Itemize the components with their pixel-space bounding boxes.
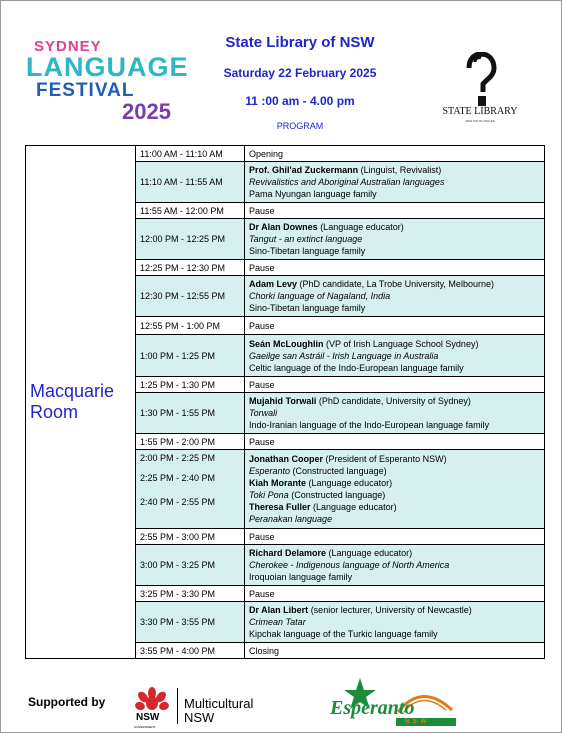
talk-topic: Toki Pona [249, 490, 289, 500]
event-time: 11 :00 am - 4.00 pm [245, 94, 355, 108]
event-label: Pause [249, 588, 275, 599]
talk-topic: Crimean Tatar [249, 617, 306, 627]
event-label: Pause [249, 531, 275, 542]
time-label: 3:30 PM - 3:55 PM [140, 617, 216, 627]
nsw-gov-text: GOVERNMENT [134, 725, 156, 729]
logo-language: LANGUAGE [26, 52, 189, 82]
talk-topic-tail: (Constructed language) [288, 490, 386, 500]
talk-topic: Cherokee - Indigenous language of North America [249, 560, 450, 570]
speaker-name: Mujahid Torwali [249, 396, 317, 406]
language-family: Kipchak language of the Turkic language family [249, 629, 438, 639]
event-cell [245, 602, 545, 643]
talk-topic: Torwali [249, 408, 278, 418]
event-cell [245, 162, 545, 203]
speaker-block [249, 477, 540, 501]
time-cell [136, 434, 245, 450]
room-line-2: Room [30, 402, 79, 422]
speaker-role: (Language educator) [310, 502, 397, 512]
speaker-role: (Language educator) [317, 222, 404, 232]
program-schedule [25, 145, 545, 659]
time-cell [136, 203, 245, 219]
event-cell [245, 317, 545, 335]
speaker-role: (PhD candidate, La Trobe University, Melbourne) [297, 279, 494, 289]
event-label: Pause [249, 379, 275, 390]
event-cell [245, 260, 545, 276]
talk-topic: Tangut - an extinct language [249, 234, 363, 244]
speaker-role: (Linguist, Revivalist) [358, 165, 442, 175]
time-label: 11:55 AM - 12:00 PM [140, 205, 224, 216]
talk-topic: Peranakan language [249, 514, 333, 524]
speaker-name: Dr Alan Downes [249, 222, 318, 232]
schedule-row [26, 146, 545, 162]
speaker-name: Jonathan Cooper [249, 454, 324, 464]
time-cell [136, 545, 245, 586]
language-family: Sino-Tibetan language family [249, 303, 366, 313]
language-family: Sino-Tibetan language family [249, 246, 366, 256]
logo-festival: FESTIVAL [36, 80, 135, 101]
event-label: Closing [249, 645, 280, 656]
speaker-name: Adam Levy [249, 279, 298, 289]
time-label: 3:55 PM - 4:00 PM [140, 645, 216, 656]
time-label: 2:55 PM - 3:00 PM [140, 531, 216, 542]
speaker-role: (President of Esperanto NSW) [323, 454, 447, 464]
talk-topic: Chorki language of Nagaland, India [249, 291, 391, 301]
speaker-block [249, 501, 540, 525]
time-label: 12:25 PM - 12:30 PM [140, 262, 226, 273]
logo-year: 2025 [122, 99, 171, 124]
language-family: Iroquoian language family [249, 572, 353, 582]
talk-topic: Esperanto [249, 466, 291, 476]
state-library-name: STATE LIBRARY [442, 106, 518, 117]
esperanto-text: Esperanto [330, 697, 415, 719]
time-cell [136, 450, 245, 529]
speaker-role: (senior lecturer, University of Newcastle) [308, 605, 472, 615]
speaker-role: (VP of Irish Language School Sydney) [323, 338, 479, 349]
language-family: Indo-Iranian language of the Indo-European language family [249, 420, 490, 430]
time-cell [136, 529, 245, 545]
time-cell [136, 276, 245, 317]
talk-topic-tail: (Constructed language) [290, 466, 387, 476]
time-cell [136, 317, 245, 335]
program-label: PROGRAM [276, 121, 324, 131]
talk-topic: Gaeilge san Astráil - Irish Language in Australia [249, 350, 439, 361]
multicultural-text: Multicultural [184, 696, 254, 711]
time-label: 2:25 PM - 2:40 PM [140, 473, 216, 483]
event-cell [245, 377, 545, 393]
time-cell [136, 643, 245, 659]
state-library-sub: NEW SOUTH WALES [465, 119, 495, 123]
room-name [26, 146, 136, 659]
language-family: Celtic language of the Indo-European language family [249, 362, 464, 373]
question-mark-icon [461, 52, 499, 108]
time-label: 3:25 PM - 3:30 PM [140, 588, 216, 599]
time-label: 2:40 PM - 2:55 PM [140, 497, 216, 507]
time-label: 1:25 PM - 1:30 PM [140, 379, 216, 390]
event-cell [245, 146, 545, 162]
speaker-name: Richard Delamore [249, 548, 327, 558]
speaker-name: Kiah Morante [249, 478, 307, 488]
time-label: 2:00 PM - 2:25 PM [140, 453, 216, 463]
event-cell [245, 434, 545, 450]
time-cell [136, 146, 245, 162]
language-family: Pama Nyungan language family [249, 189, 377, 199]
speaker-name: Theresa Fuller [249, 502, 311, 512]
event-cell [245, 643, 545, 659]
time-label: 11:00 AM - 11:10 AM [140, 148, 223, 159]
festival-logo [22, 38, 189, 128]
speaker-name: Prof. Ghil'ad Zuckermann [249, 165, 359, 175]
time-cell [136, 162, 245, 203]
speaker-name: Dr Alan Libert [249, 605, 309, 615]
time-cell [136, 602, 245, 643]
event-cell [245, 586, 545, 602]
speaker-role: (Language educator) [306, 478, 393, 488]
time-label: 12:55 PM - 1:00 PM [140, 320, 221, 331]
footer-divider [177, 688, 178, 724]
time-label: 1:30 PM - 1:55 PM [140, 408, 216, 418]
time-cell [136, 393, 245, 434]
supported-by-label: Supported by [28, 695, 106, 709]
event-label: Pause [249, 262, 275, 273]
time-label: 1:55 PM - 2:00 PM [140, 436, 216, 447]
speaker-block [249, 453, 540, 477]
nsw-text: NSW [136, 712, 160, 723]
time-label: 12:30 PM - 12:55 PM [140, 291, 226, 301]
time-label: 1:00 PM - 1:25 PM [140, 350, 216, 361]
event-date: Saturday 22 February 2025 [223, 66, 377, 80]
event-label: Pause [249, 436, 275, 447]
time-label: 11:10 AM - 11:55 AM [140, 177, 223, 187]
multicultural-nsw-text: NSW [184, 710, 215, 725]
event-cell [245, 203, 545, 219]
event-cell [245, 529, 545, 545]
event-label: Pause [249, 320, 275, 331]
speaker-role: (PhD candidate, University of Sydney) [316, 396, 471, 406]
event-cell [245, 219, 545, 260]
venue-title: State Library of NSW [225, 34, 375, 51]
time-cell [136, 377, 245, 393]
esperanto-nsw-text: N S W [405, 719, 428, 725]
talk-topic: Revivalistics and Aboriginal Australian languages [249, 177, 445, 187]
time-label: 3:00 PM - 3:25 PM [140, 560, 216, 570]
room-line-1: Macquarie [30, 381, 115, 401]
logo-sydney: SYDNEY [34, 38, 102, 55]
time-label: 12:00 PM - 12:25 PM [140, 234, 226, 244]
event-cell [245, 545, 545, 586]
speaker-role: (Language educator) [326, 548, 413, 558]
event-cell [245, 335, 545, 377]
time-cell [136, 219, 245, 260]
state-library-logo [430, 48, 530, 128]
speaker-name: Seán McLoughlin [249, 338, 324, 349]
event-cell [245, 450, 545, 529]
event-label: Pause [249, 205, 275, 216]
event-label: Opening [249, 148, 284, 159]
time-cell [136, 335, 245, 377]
time-cell [136, 260, 245, 276]
event-cell [245, 393, 545, 434]
time-cell [136, 586, 245, 602]
event-cell [245, 276, 545, 317]
